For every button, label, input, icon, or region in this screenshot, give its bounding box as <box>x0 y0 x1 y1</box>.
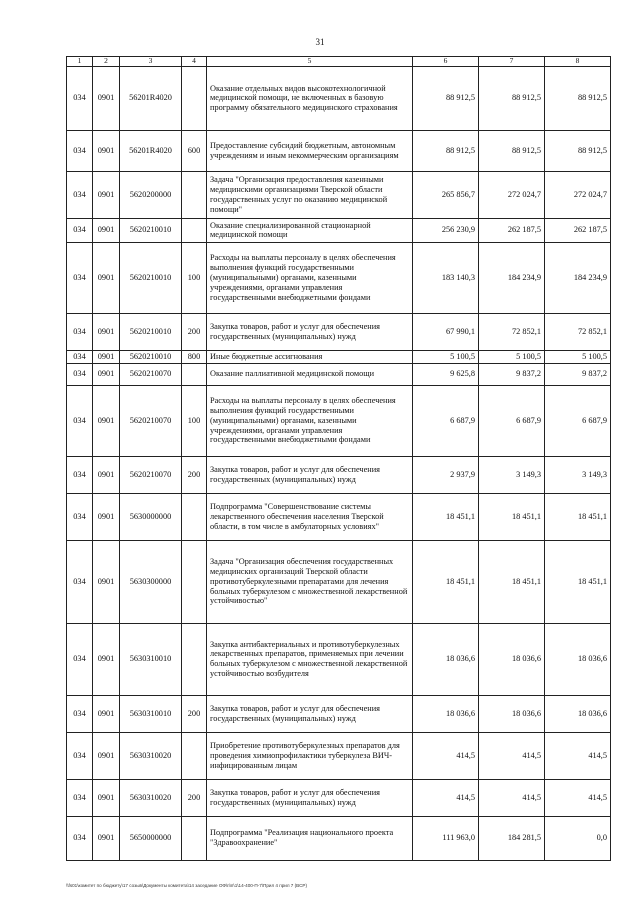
cell-amount-year2: 5 100,5 <box>479 350 545 363</box>
cell-amount-year2: 18 036,6 <box>479 695 545 732</box>
cell-section: 0901 <box>93 218 120 242</box>
table-row <box>67 456 611 493</box>
cell-amount-year3: 414,5 <box>545 732 611 779</box>
page-number: 31 <box>315 37 325 47</box>
cell-description: Оказание паллиативной медицинской помощи <box>207 363 413 385</box>
cell-amount-year1: 18 451,1 <box>413 493 479 540</box>
cell-target-article: 5620210070 <box>120 385 182 456</box>
cell-amount-year3: 184 234,9 <box>545 242 611 313</box>
cell-ministry: 034 <box>67 130 93 171</box>
table-row <box>67 623 611 695</box>
column-header: 3 <box>120 57 182 67</box>
column-header: 2 <box>93 57 120 67</box>
cell-target-article: 5620210010 <box>120 242 182 313</box>
cell-amount-year3: 72 852,1 <box>545 313 611 350</box>
cell-section: 0901 <box>93 816 120 860</box>
cell-description: Расходы на выплаты персоналу в целях обеспечения выполнения функций государственными (муниципальными) органами, казенными учреждениями, органами управления государственными внебюджетными фондами <box>207 242 413 313</box>
cell-expense-type <box>182 540 207 623</box>
cell-ministry: 034 <box>67 218 93 242</box>
cell-amount-year1: 5 100,5 <box>413 350 479 363</box>
cell-amount-year3: 18 036,6 <box>545 623 611 695</box>
cell-section: 0901 <box>93 242 120 313</box>
cell-ministry: 034 <box>67 493 93 540</box>
cell-amount-year1: 18 036,6 <box>413 623 479 695</box>
cell-target-article: 5620210010 <box>120 350 182 363</box>
table-row <box>67 732 611 779</box>
cell-amount-year1: 2 937,9 <box>413 456 479 493</box>
cell-section: 0901 <box>93 695 120 732</box>
cell-expense-type <box>182 171 207 218</box>
cell-section: 0901 <box>93 66 120 130</box>
cell-section: 0901 <box>93 363 120 385</box>
cell-ministry: 034 <box>67 623 93 695</box>
cell-target-article: 5630300000 <box>120 540 182 623</box>
cell-amount-year1: 111 963,0 <box>413 816 479 860</box>
cell-section: 0901 <box>93 385 120 456</box>
cell-amount-year2: 6 687,9 <box>479 385 545 456</box>
cell-ministry: 034 <box>67 385 93 456</box>
column-header: 1 <box>67 57 93 67</box>
cell-amount-year3: 88 912,5 <box>545 130 611 171</box>
cell-expense-type <box>182 816 207 860</box>
cell-target-article: 5630310010 <box>120 623 182 695</box>
cell-section: 0901 <box>93 456 120 493</box>
cell-amount-year2: 72 852,1 <box>479 313 545 350</box>
table-row <box>67 218 611 242</box>
cell-amount-year2: 184 281,5 <box>479 816 545 860</box>
cell-amount-year2: 18 451,1 <box>479 493 545 540</box>
cell-target-article: 5630310020 <box>120 779 182 816</box>
header-row <box>67 57 611 67</box>
cell-ministry: 034 <box>67 363 93 385</box>
cell-expense-type: 800 <box>182 350 207 363</box>
cell-section: 0901 <box>93 623 120 695</box>
column-header: 5 <box>207 57 413 67</box>
cell-target-article: 5620210070 <box>120 456 182 493</box>
cell-section: 0901 <box>93 493 120 540</box>
cell-target-article: 5620200000 <box>120 171 182 218</box>
cell-amount-year1: 88 912,5 <box>413 130 479 171</box>
cell-description: Закупка товаров, работ и услуг для обеспечения государственных (муниципальных) нужд <box>207 313 413 350</box>
cell-expense-type <box>182 66 207 130</box>
cell-section: 0901 <box>93 779 120 816</box>
cell-ministry: 034 <box>67 695 93 732</box>
cell-section: 0901 <box>93 540 120 623</box>
cell-description: Закупка товаров, работ и услуг для обеспечения государственных (муниципальных) нужд <box>207 779 413 816</box>
cell-amount-year1: 256 230,9 <box>413 218 479 242</box>
cell-amount-year3: 262 187,5 <box>545 218 611 242</box>
table-row <box>67 816 611 860</box>
column-header: 8 <box>545 57 611 67</box>
cell-amount-year1: 18 036,6 <box>413 695 479 732</box>
cell-expense-type: 200 <box>182 695 207 732</box>
cell-ministry: 034 <box>67 779 93 816</box>
cell-section: 0901 <box>93 350 120 363</box>
cell-target-article: 5620210070 <box>120 363 182 385</box>
table-row <box>67 171 611 218</box>
cell-expense-type <box>182 732 207 779</box>
cell-amount-year3: 9 837,2 <box>545 363 611 385</box>
cell-description: Подпрограмма "Реализация национального проекта "Здравоохранение" <box>207 816 413 860</box>
cell-target-article: 5630000000 <box>120 493 182 540</box>
cell-amount-year2: 9 837,2 <box>479 363 545 385</box>
cell-expense-type: 200 <box>182 779 207 816</box>
cell-target-article: 56201R4020 <box>120 66 182 130</box>
table-row <box>67 313 611 350</box>
cell-amount-year3: 6 687,9 <box>545 385 611 456</box>
cell-description: Иные бюджетные ассигнования <box>207 350 413 363</box>
cell-amount-year3: 18 036,6 <box>545 695 611 732</box>
cell-description: Закупка товаров, работ и услуг для обеспечения государственных (муниципальных) нужд <box>207 456 413 493</box>
cell-ministry: 034 <box>67 456 93 493</box>
cell-amount-year3: 18 451,1 <box>545 540 611 623</box>
cell-expense-type <box>182 493 207 540</box>
cell-amount-year1: 9 625,8 <box>413 363 479 385</box>
cell-description: Оказание отдельных видов высокотехнологичной медицинской помощи, не включенных в базовую программу обязательного медицинского страхования <box>207 66 413 130</box>
cell-section: 0901 <box>93 171 120 218</box>
cell-amount-year2: 88 912,5 <box>479 130 545 171</box>
cell-target-article: 5620210010 <box>120 313 182 350</box>
cell-amount-year1: 67 990,1 <box>413 313 479 350</box>
cell-amount-year2: 18 451,1 <box>479 540 545 623</box>
cell-description: Закупка товаров, работ и услуг для обеспечения государственных (муниципальных) нужд <box>207 695 413 732</box>
table-row <box>67 363 611 385</box>
cell-description: Задача "Организация обеспечения государственных медицинских организаций Тверской области противотуберкулезными препаратами для лечения больных туберкулезом с множественной лекарственной устойчивостью" <box>207 540 413 623</box>
cell-expense-type: 100 <box>182 385 207 456</box>
cell-amount-year2: 3 149,3 <box>479 456 545 493</box>
cell-amount-year1: 414,5 <box>413 779 479 816</box>
cell-amount-year2: 272 024,7 <box>479 171 545 218</box>
cell-expense-type <box>182 218 207 242</box>
cell-ministry: 034 <box>67 732 93 779</box>
cell-amount-year2: 414,5 <box>479 779 545 816</box>
budget-table <box>66 56 611 861</box>
cell-target-article: 56201R4020 <box>120 130 182 171</box>
table-row <box>67 385 611 456</box>
cell-amount-year1: 414,5 <box>413 732 479 779</box>
cell-amount-year1: 265 856,7 <box>413 171 479 218</box>
cell-amount-year1: 18 451,1 <box>413 540 479 623</box>
cell-expense-type: 600 <box>182 130 207 171</box>
cell-amount-year3: 88 912,5 <box>545 66 611 130</box>
cell-section: 0901 <box>93 732 120 779</box>
cell-amount-year3: 5 100,5 <box>545 350 611 363</box>
cell-ministry: 034 <box>67 350 93 363</box>
cell-description: Расходы на выплаты персоналу в целях обеспечения выполнения функций государственными (муниципальными) органами, казенными учреждениями, органами управления государственными внебюджетными фондами <box>207 385 413 456</box>
cell-amount-year2: 184 234,9 <box>479 242 545 313</box>
cell-description: Предоставление субсидий бюджетным, автономным учреждениям и иным некоммерческим организациям <box>207 130 413 171</box>
cell-description: Закупка антибактериальных и противотуберкулезных лекарственных препаратов, применяемых при лечении больных туберкулезом с множественной лекарственной устойчивостью возбудителя <box>207 623 413 695</box>
cell-amount-year1: 88 912,5 <box>413 66 479 130</box>
table-row <box>67 66 611 130</box>
cell-amount-year2: 262 187,5 <box>479 218 545 242</box>
cell-amount-year2: 88 912,5 <box>479 66 545 130</box>
cell-description: Подпрограмма "Совершенствование системы лекарственного обеспечения населения Тверской области, в том числе в амбулаторных условиях" <box>207 493 413 540</box>
cell-section: 0901 <box>93 313 120 350</box>
cell-amount-year2: 18 036,6 <box>479 623 545 695</box>
column-header: 6 <box>413 57 479 67</box>
table-row <box>67 779 611 816</box>
cell-ministry: 034 <box>67 313 93 350</box>
cell-amount-year1: 6 687,9 <box>413 385 479 456</box>
cell-amount-year3: 414,5 <box>545 779 611 816</box>
cell-description: Задача "Организация предоставления казенными медицинскими организациями Тверской области государственных услуг по оказанию медицинской помощи" <box>207 171 413 218</box>
cell-expense-type: 100 <box>182 242 207 313</box>
file-path-footer: \\fs01\комитет по бюджету\17 созыв\Документы комитета\14 заседание ОФ\п\п\1\14-400-П-7\Прил 4 прил 7 (ВСР) <box>66 883 307 888</box>
column-header: 7 <box>479 57 545 67</box>
cell-expense-type: 200 <box>182 456 207 493</box>
table-row <box>67 130 611 171</box>
table-row <box>67 350 611 363</box>
cell-ministry: 034 <box>67 540 93 623</box>
table-row <box>67 540 611 623</box>
cell-target-article: 5650000000 <box>120 816 182 860</box>
table-row <box>67 695 611 732</box>
cell-description: Приобретение противотуберкулезных препаратов для проведения химиопрофилактики туберкулеза ВИЧ-инфицированным лицам <box>207 732 413 779</box>
cell-expense-type: 200 <box>182 313 207 350</box>
cell-target-article: 5630310010 <box>120 695 182 732</box>
cell-target-article: 5630310020 <box>120 732 182 779</box>
cell-amount-year3: 0,0 <box>545 816 611 860</box>
cell-amount-year1: 183 140,3 <box>413 242 479 313</box>
cell-section: 0901 <box>93 130 120 171</box>
cell-expense-type <box>182 363 207 385</box>
cell-amount-year3: 272 024,7 <box>545 171 611 218</box>
cell-amount-year3: 3 149,3 <box>545 456 611 493</box>
cell-ministry: 034 <box>67 66 93 130</box>
cell-amount-year2: 414,5 <box>479 732 545 779</box>
table-row <box>67 493 611 540</box>
cell-ministry: 034 <box>67 242 93 313</box>
table-row <box>67 242 611 313</box>
cell-ministry: 034 <box>67 171 93 218</box>
cell-description: Оказание специализированной стационарной медицинской помощи <box>207 218 413 242</box>
cell-expense-type <box>182 623 207 695</box>
cell-amount-year3: 18 451,1 <box>545 493 611 540</box>
cell-target-article: 5620210010 <box>120 218 182 242</box>
cell-ministry: 034 <box>67 816 93 860</box>
column-header: 4 <box>182 57 207 67</box>
